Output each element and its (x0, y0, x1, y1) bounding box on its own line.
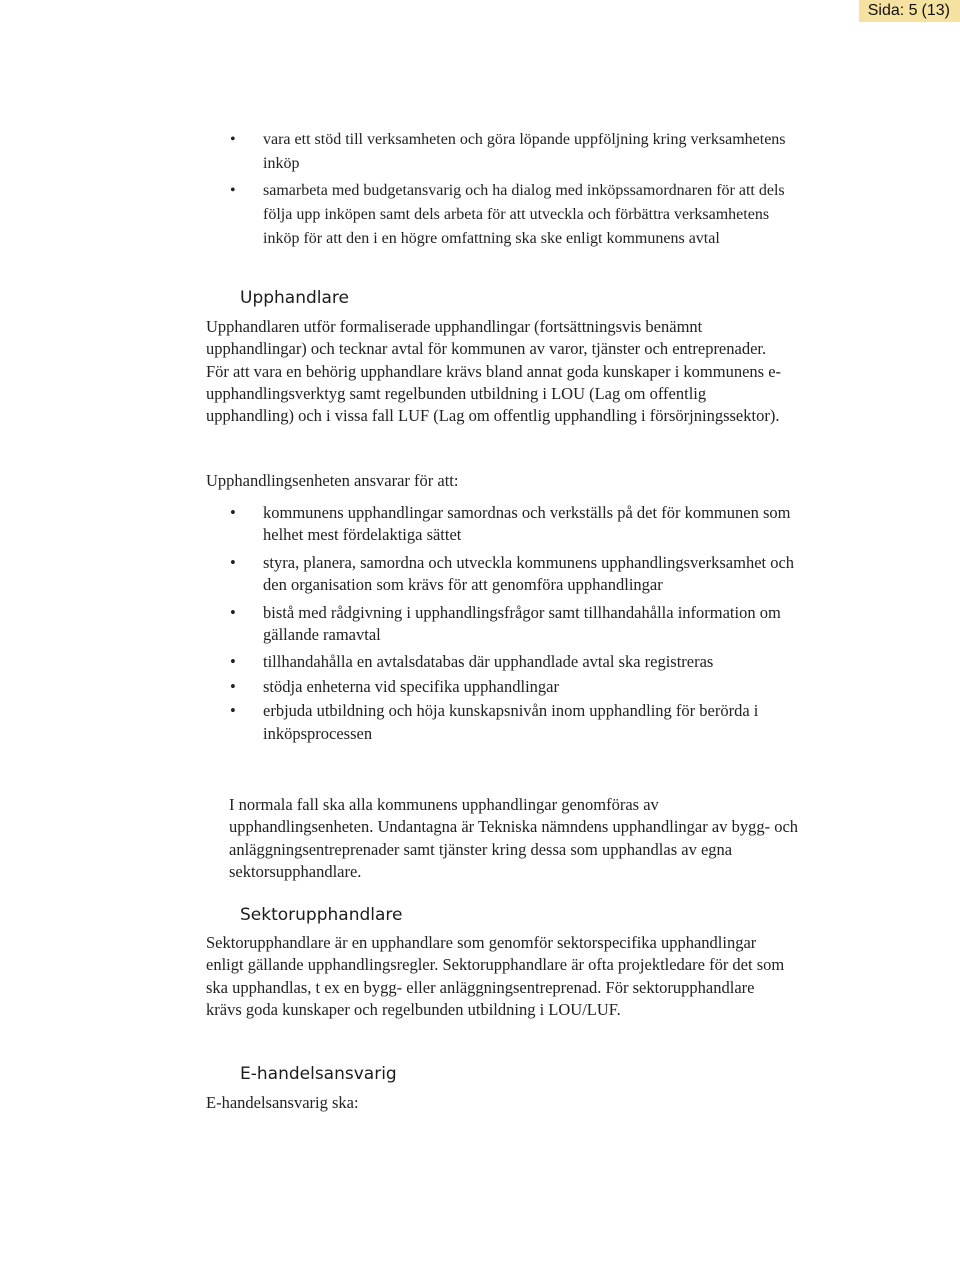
paragraph-upphandlare: Upphandlaren utför formaliserade upphandlingar (fortsättningsvis benämnt upphandlingar) och tecknar avtal för kommunen av varor, tjänster och entreprenader. För att vara en behörig upphandlare krävs bland annat goda kunskaper i kommunens e-upphandlingsverktyg samt regelbunden utbildning i LOU (Lag om offentlig upphandling) och i vissa fall LUF (Lag om offentlig upphandling i försörjningssektor). (206, 317, 782, 426)
list-item: • stödja enheterna vid specifika upphandlingar (230, 676, 800, 698)
list-item: • samarbeta med budgetansvarig och ha dialog med inköpssamordnaren för att dels följa upp inköpen samt dels arbeta för att utveckla och förbättra verksamhetens inköp för att den i en högre omfattning ska ske enligt kommunens avtal (230, 179, 800, 251)
page-label: Sida: (867, 2, 905, 19)
list-item: • vara ett stöd till verksamheten och göra löpande uppföljning kring verksamhetens inköp (230, 128, 800, 176)
page-current: 5 (908, 2, 918, 19)
intro-upphandlingsenheten: Upphandlingsenheten ansvarar för att: (206, 471, 459, 490)
heading-upphandlare: Upphandlare (240, 288, 349, 308)
list-item: • bistå med rådgivning i upphandlingsfrågor samt tillhandahålla information om gällande ramavtal (230, 602, 800, 647)
list-item: • tillhandahålla en avtalsdatabas där upphandlade avtal ska registreras (230, 651, 800, 673)
page-number (859, 0, 960, 22)
intro-e-handelsansvarig: E-handelsansvarig ska: (206, 1093, 359, 1112)
page-total: (13) (921, 2, 950, 19)
responsibility-list-top (230, 128, 800, 254)
paragraph-sektorupphandlare: Sektorupphandlare är en upphandlare som genomför sektorspecifika upphandlingar enligt gällande upphandlingsregler. Sektorupphandlare är ofta projektledare för det som ska upphandlas, t ex en bygg- eller anläggningsentreprenad. För sektorupphandlare krävs goda kunskaper och regelbunden utbildning i LOU/LUF. (206, 933, 785, 1019)
heading-e-handelsansvarig: E-handelsansvarig (240, 1064, 397, 1084)
paragraph-normala-fall: I normala fall ska alla kommunens upphandlingar genomföras av upphandlingsenheten. Undantagna är Tekniska nämndens upphandlingar av bygg- och anläggningsentreprenader samt tjänster kring dessa som upphandlas av egna sektorsupphandlare. (229, 795, 799, 881)
list-item: • styra, planera, samordna och utveckla kommunens upphandlingsverksamhet och den organisation som krävs för att genomföra upphandlingar (230, 552, 800, 597)
heading-sektorupphandlare: Sektorupphandlare (240, 905, 403, 925)
list-item: • erbjuda utbildning och höja kunskapsnivån inom upphandling för berörda i inköpsprocessen (230, 700, 800, 745)
list-item: • kommunens upphandlingar samordnas och verkställs på det för kommunen som helhet mest fördelaktiga sättet (230, 502, 800, 547)
responsibility-list-enheten (230, 502, 800, 750)
